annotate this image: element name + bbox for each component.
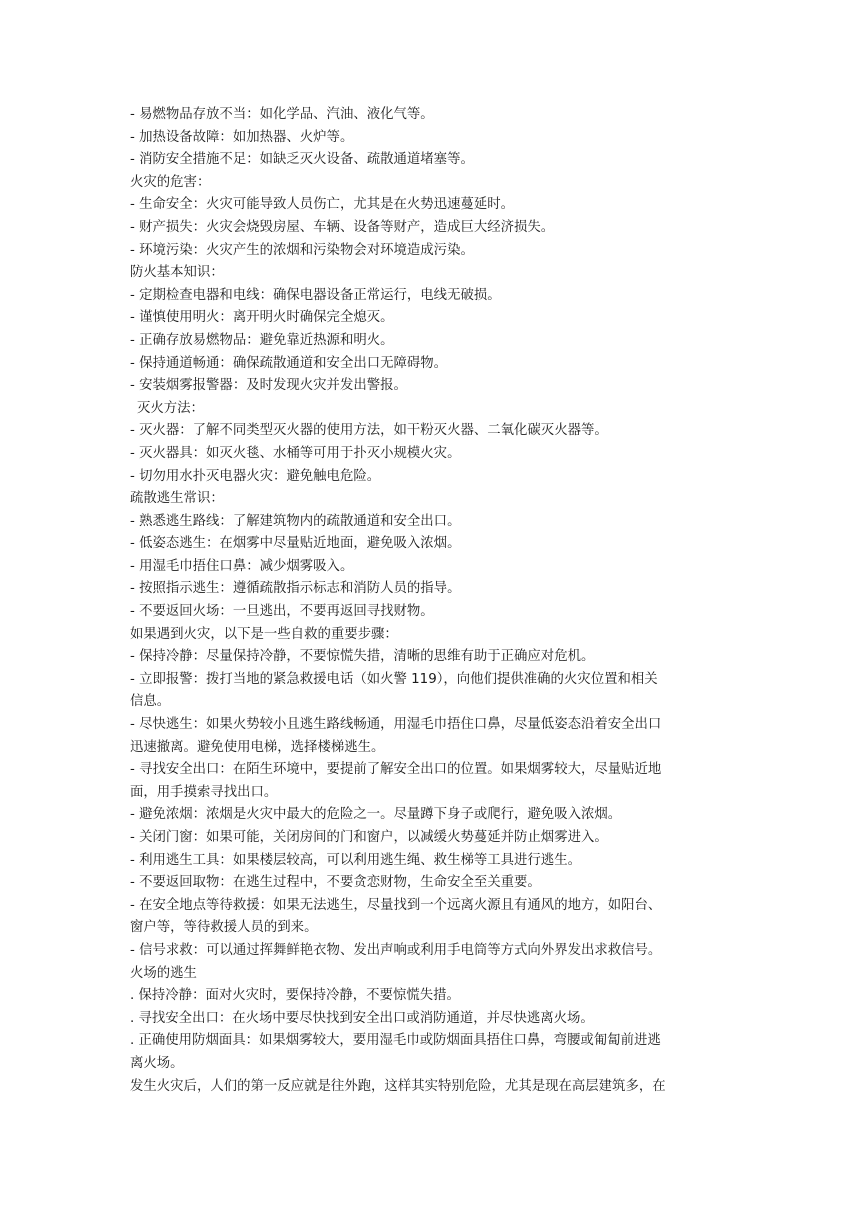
text-line: - 消防安全措施不足：如缺乏灭火设备、疏散通道堵塞等。	[130, 152, 474, 168]
text-line: - 安装烟雾报警器：及时发现火灾并发出警报。	[130, 378, 407, 394]
text-line: - 熟悉逃生路线：了解建筑物内的疏散通道和安全出口。	[130, 513, 461, 529]
text-line: . 正确使用防烟面具：如果烟雾较大，要用湿毛巾或防烟面具捂住口鼻，弯腰或匍匐前进逃	[130, 1033, 661, 1049]
text-line: 信息。	[130, 694, 171, 710]
text-line: - 正确存放易燃物品：避免靠近热源和明火。	[130, 332, 394, 348]
text-line: 面，用手摸索寻找出口。	[130, 784, 278, 800]
text-line: - 不要返回取物：在逃生过程中，不要贪恋财物，生命安全至关重要。	[130, 875, 541, 891]
text-line: - 在安全地点等待救援：如果无法逃生，尽量找到一个远离火源且有通风的地方，如阳台、	[130, 897, 662, 913]
section-heading: 火场的逃生	[130, 965, 197, 981]
section-heading: 疏散逃生常识：	[130, 491, 224, 507]
text-line: - 低姿态逃生：在烟雾中尽量贴近地面，避免吸入浓烟。	[130, 536, 461, 552]
text-line: 发生火灾后，人们的第一反应就是往外跑，这样其实特别危险，尤其是现在高层建筑多，在	[130, 1078, 666, 1094]
section-heading: 灭火方法：	[137, 400, 204, 416]
section-heading: 防火基本知识：	[130, 265, 224, 281]
section-heading: 火灾的危害：	[130, 174, 211, 190]
text-line: - 避免浓烟：浓烟是火灾中最大的危险之一。尽量蹲下身子或爬行，避免吸入浓烟。	[130, 807, 622, 823]
text-line: - 生命安全：火灾可能导致人员伤亡，尤其是在火势迅速蔓延时。	[130, 197, 515, 213]
text-line: - 保持冷静：尽量保持冷静，不要惊慌失措，清晰的思维有助于正确应对危机。	[130, 649, 595, 665]
text-line: 离火场。	[130, 1055, 184, 1071]
text-line: - 易燃物品存放不当：如化学品、汽油、液化气等。	[130, 107, 434, 122]
text-line: - 定期检查电器和电线：确保电器设备正常运行，电线无破损。	[130, 287, 501, 303]
text-line: . 保持冷静：面对火灾时，要保持冷静，不要惊慌失措。	[130, 988, 460, 1004]
text-line: - 保持通道畅通：确保疏散通道和安全出口无障碍物。	[130, 355, 448, 371]
text-line: . 寻找安全出口：在火场中要尽快找到安全出口或消防通道，并尽快逃离火场。	[130, 1010, 594, 1026]
document-body	[130, 104, 735, 1098]
text-line: - 立即报警：拨打当地的紧急救援电话（如火警 119），向他们提供准确的火灾位置和相关	[130, 671, 658, 687]
text-line: - 关闭门窗：如果可能，关闭房间的门和窗户，以减缓火势蔓延并防止烟雾进入。	[130, 830, 608, 845]
text-line: - 不要返回火场：一旦逃出，不要再返回寻找财物。	[130, 604, 434, 620]
text-line: - 寻找安全出口：在陌生环境中，要提前了解安全出口的位置。如果烟雾较大，尽量贴近地	[130, 762, 662, 778]
text-line: - 尽快逃生：如果火势较小且逃生路线畅通，用湿毛巾捂住口鼻，尽量低姿态沿着安全出口	[130, 717, 662, 733]
text-line: 迅速撤离。避免使用电梯，选择楼梯逃生。	[130, 739, 385, 755]
text-line: - 信号求救：可以通过挥舞鲜艳衣物、发出声响或利用手电筒等方式向外界发出求救信号。	[130, 942, 662, 958]
text-line: - 灭火器：了解不同类型灭火器的使用方法，如干粉灭火器、二氧化碳灭火器等。	[130, 423, 608, 439]
text-line: - 利用逃生工具：如果楼层较高，可以利用逃生绳、救生梯等工具进行逃生。	[130, 852, 581, 868]
section-heading: 如果遇到火灾，以下是一些自救的重要步骤：	[130, 626, 398, 642]
text-line: - 财产损失：火灾会烧毁房屋、车辆、设备等财产，造成巨大经济损失。	[130, 219, 555, 235]
text-line: - 环境污染：火灾产生的浓烟和污染物会对环境造成污染。	[130, 242, 474, 258]
text-line: - 灭火器具：如灭火毯、水桶等可用于扑灭小规模火灾。	[130, 445, 461, 461]
text-line: - 按照指示逃生：遵循疏散指示标志和消防人员的指导。	[130, 581, 461, 597]
text-line: - 用湿毛巾捂住口鼻：减少烟雾吸入。	[130, 558, 354, 574]
text-line: - 谨慎使用明火：离开明火时确保完全熄灭。	[130, 310, 394, 326]
text-line: 窗户等，等待救援人员的到来。	[130, 920, 318, 936]
text-line: - 加热设备故障：如加热器、火炉等。	[130, 129, 354, 145]
text-line: - 切勿用水扑灭电器火灾：避免触电危险。	[130, 468, 381, 484]
